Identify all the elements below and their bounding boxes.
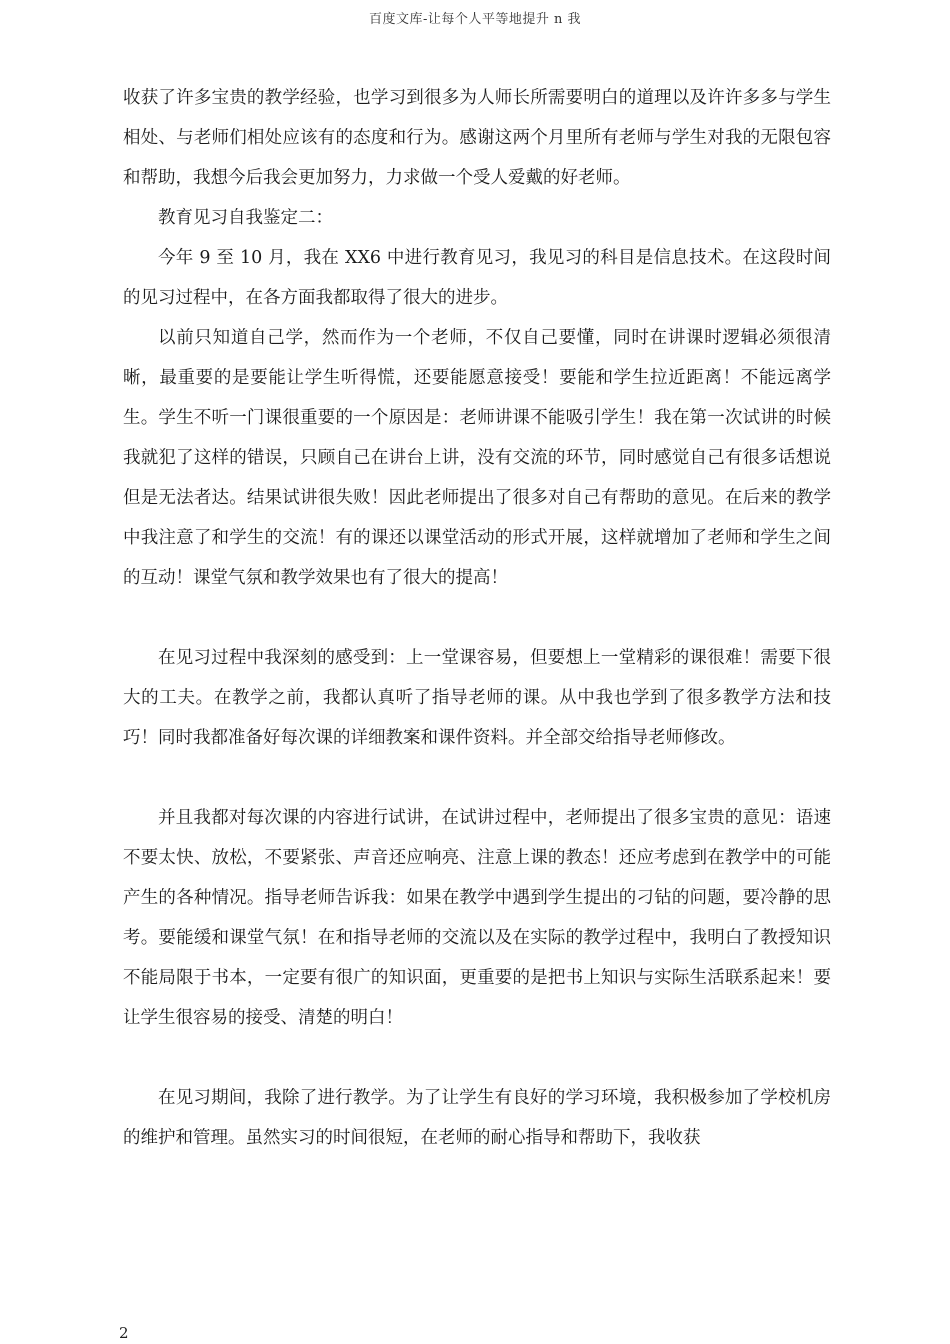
paragraph-intro: 今年 9 至 10 月，我在 XX6 中进行教育见习，我见习的科目是信息技术。在这段时间的见习过程中，在各方面我都取得了很大的进步。 — [123, 248, 831, 308]
section-heading: 教育见习自我鉴定二： — [158, 208, 333, 228]
document-header: 百度文库-让每个人平等地提升 n 我 — [368, 12, 582, 27]
paragraph-trial-lectures: 并且我都对每次课的内容进行试讲，在试讲过程中，老师提出了很多宝贵的意见：语速不要太快、放松，不要紧张、声音还应响亮、注意上课的教态！还应考虑到在教学中的可能产生的各种情况。指导老师告诉我：如果在教学中遇到学生提出的刁钻的问题，要冷静的思考。要能缓和课堂气氛！在和指导老师的交流以及在实际的教学过程中，我明白了教授知识不能局限于书本，一定要有很广的知识面，更重要的是把书上知识与实际生活联系起来！要让学生很容易的接受、清楚的明白！ — [123, 808, 831, 1028]
paragraph-continuation: 收获了许多宝贵的教学经验，也学习到很多为人师长所需要明白的道理以及许许多多与学生相处、与老师们相处应该有的态度和行为。感谢这两个月里所有老师与学生对我的无限包容和帮助，我想今后我会更加努力，力求做一个受人爱戴的好老师。 — [123, 88, 831, 188]
paragraph-experience: 在见习过程中我深刻的感受到：上一堂课容易，但要想上一堂精彩的课很难！需要下很大的工夫。在教学之前，我都认真听了指导老师的课。从中我也学到了很多教学方法和技巧！同时我都准备好每次课的详细教案和课件资料。并全部交给指导老师修改。 — [123, 648, 831, 748]
document-body — [123, 78, 831, 1158]
page-number: 2 — [119, 1324, 129, 1342]
paragraph-learning: 以前只知道自己学，然而作为一个老师，不仅自己要懂，同时在讲课时逻辑必须很清晰，最重要的是要能让学生听得慌，还要能愿意接受！要能和学生拉近距离！不能远离学生。学生不听一门课很重要的一个原因是：老师讲课不能吸引学生！我在第一次试讲的时候我就犯了这样的错误，只顾自己在讲台上讲，没有交流的环节，同时感觉自己有很多话想说但是无法者达。结果试讲很失败！因此老师提出了很多对自己有帮助的意见。在后来的教学中我注意了和学生的交流！有的课还以课堂活动的形式开展，这样就增加了老师和学生之间的互动！课堂气氛和教学效果也有了很大的提高！ — [123, 328, 831, 588]
paragraph-internship: 在见习期间，我除了进行教学。为了让学生有良好的学习环境，我积极参加了学校机房的维护和管理。虽然实习的时间很短，在老师的耐心指导和帮助下，我收获 — [123, 1088, 831, 1148]
